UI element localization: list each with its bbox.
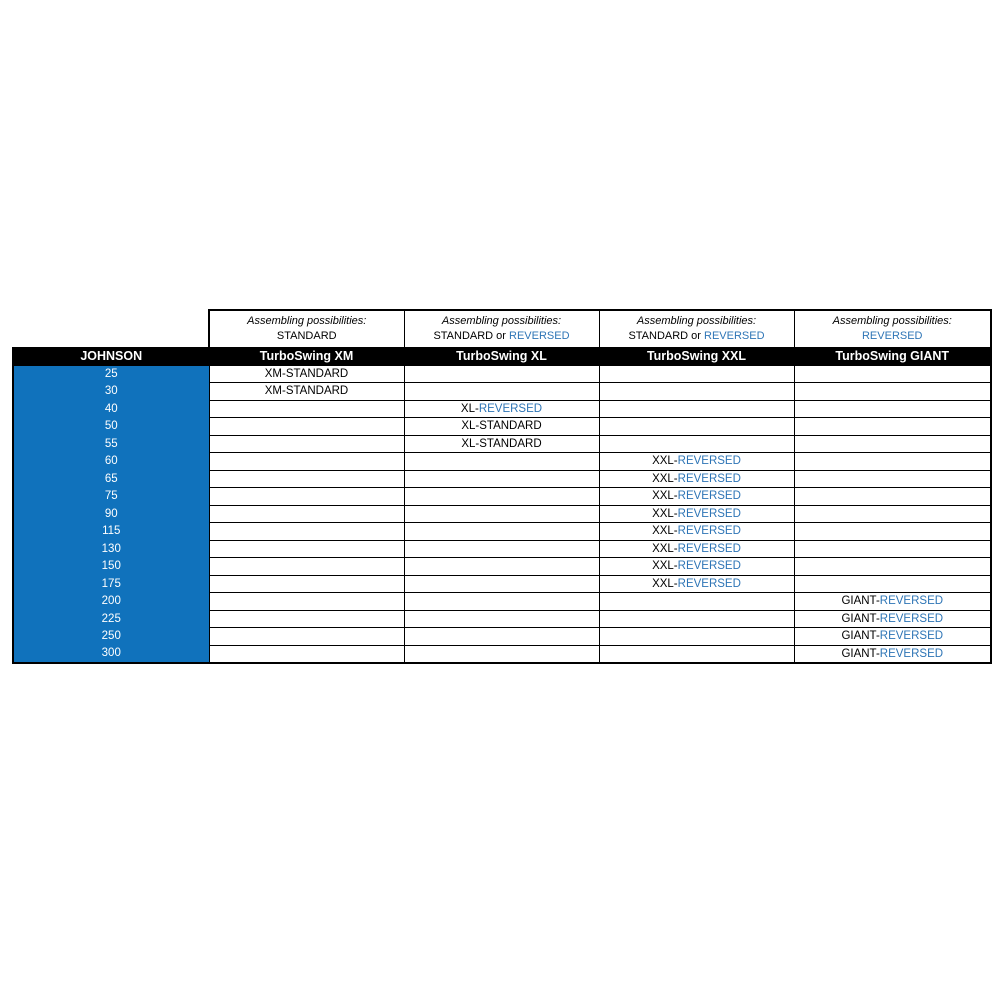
standard-text: GIANT- bbox=[841, 630, 880, 643]
table-row bbox=[13, 628, 991, 646]
value-cell bbox=[794, 365, 991, 383]
hp-cell: 150 bbox=[13, 558, 209, 576]
value-cell bbox=[599, 540, 794, 558]
value-cell bbox=[209, 593, 404, 611]
standard-text: XL- bbox=[460, 402, 479, 415]
value-cell bbox=[794, 470, 991, 488]
compatibility-table bbox=[12, 309, 992, 664]
column-header: TurboSwing GIANT bbox=[794, 347, 991, 365]
possibilities-label: Assembling possibilities: bbox=[832, 315, 952, 328]
column-header-row bbox=[13, 347, 991, 365]
value-cell bbox=[794, 523, 991, 541]
reversed-text: REVERSED bbox=[677, 577, 741, 590]
reversed-text: REVERSED bbox=[879, 630, 944, 643]
hp-cell: 60 bbox=[13, 453, 209, 471]
value-cell bbox=[209, 523, 404, 541]
possibilities-label: Assembling possibilities: bbox=[636, 315, 757, 328]
standard-text: XXL- bbox=[652, 490, 678, 503]
value-cell bbox=[599, 523, 794, 541]
value-cell bbox=[794, 400, 991, 418]
value-cell bbox=[209, 470, 404, 488]
hp-cell: 40 bbox=[13, 400, 209, 418]
standard-text: XL-STANDARD bbox=[461, 420, 542, 433]
table-body bbox=[13, 365, 991, 663]
reversed-text: REVERSED bbox=[879, 595, 944, 608]
hp-cell: 250 bbox=[13, 628, 209, 646]
value-cell bbox=[404, 453, 599, 471]
standard-text: GIANT- bbox=[841, 612, 880, 625]
value-cell bbox=[209, 575, 404, 593]
value-cell bbox=[794, 383, 991, 401]
value-cell bbox=[794, 453, 991, 471]
value-cell bbox=[404, 383, 599, 401]
value-cell bbox=[794, 435, 991, 453]
standard-text: XXL- bbox=[652, 525, 678, 538]
reversed-text: REVERSED bbox=[677, 542, 741, 555]
reversed-text: REVERSED bbox=[861, 330, 923, 343]
reversed-text: REVERSED bbox=[478, 402, 543, 415]
reversed-text: REVERSED bbox=[677, 560, 741, 573]
reversed-text: REVERSED bbox=[677, 472, 741, 485]
value-cell bbox=[404, 645, 599, 663]
value-cell bbox=[794, 610, 991, 628]
value-cell bbox=[209, 488, 404, 506]
hp-cell: 130 bbox=[13, 540, 209, 558]
value-cell bbox=[794, 558, 991, 576]
hp-cell: 175 bbox=[13, 575, 209, 593]
hp-cell: 25 bbox=[13, 365, 209, 383]
reversed-text: REVERSED bbox=[509, 330, 570, 343]
table-row bbox=[13, 540, 991, 558]
possibilities-options bbox=[600, 329, 794, 344]
standard-text: STANDARD bbox=[276, 330, 337, 343]
standard-text: XXL- bbox=[652, 560, 678, 573]
corner-header: JOHNSON bbox=[13, 347, 209, 365]
value-cell bbox=[209, 628, 404, 646]
value-cell bbox=[209, 400, 404, 418]
hp-cell: 65 bbox=[13, 470, 209, 488]
hp-cell: 55 bbox=[13, 435, 209, 453]
standard-text: XXL- bbox=[652, 577, 678, 590]
value-cell bbox=[404, 575, 599, 593]
column-header: TurboSwing XM bbox=[209, 347, 404, 365]
value-cell bbox=[209, 610, 404, 628]
possibilities-cell bbox=[404, 310, 599, 347]
table-row bbox=[13, 488, 991, 506]
value-cell bbox=[599, 418, 794, 436]
value-cell bbox=[209, 505, 404, 523]
hp-cell: 30 bbox=[13, 383, 209, 401]
standard-text: GIANT- bbox=[841, 647, 880, 660]
hp-cell: 75 bbox=[13, 488, 209, 506]
table-row bbox=[13, 558, 991, 576]
table-row bbox=[13, 383, 991, 401]
value-cell bbox=[794, 628, 991, 646]
value-cell bbox=[794, 645, 991, 663]
value-cell bbox=[794, 593, 991, 611]
standard-text: XM-STANDARD bbox=[264, 367, 349, 380]
value-cell bbox=[599, 575, 794, 593]
reversed-text: REVERSED bbox=[879, 647, 944, 660]
standard-text: XXL- bbox=[652, 542, 678, 555]
value-cell bbox=[209, 540, 404, 558]
value-cell bbox=[404, 400, 599, 418]
possibilities-label: Assembling possibilities: bbox=[247, 315, 367, 328]
value-cell bbox=[599, 488, 794, 506]
value-cell bbox=[794, 488, 991, 506]
table-row bbox=[13, 453, 991, 471]
value-cell bbox=[404, 540, 599, 558]
possibilities-options bbox=[405, 329, 599, 344]
value-cell bbox=[794, 418, 991, 436]
reversed-text: REVERSED bbox=[677, 490, 741, 503]
value-cell bbox=[404, 593, 599, 611]
value-cell bbox=[404, 558, 599, 576]
hp-cell: 90 bbox=[13, 505, 209, 523]
column-header: TurboSwing XXL bbox=[599, 347, 794, 365]
value-cell bbox=[404, 505, 599, 523]
value-cell bbox=[404, 610, 599, 628]
table-row bbox=[13, 523, 991, 541]
corner-spacer bbox=[13, 310, 209, 347]
table-row bbox=[13, 400, 991, 418]
standard-text: XXL- bbox=[652, 472, 678, 485]
column-header: TurboSwing XL bbox=[404, 347, 599, 365]
value-cell bbox=[404, 628, 599, 646]
reversed-text: REVERSED bbox=[677, 525, 741, 538]
standard-text: XL-STANDARD bbox=[461, 437, 542, 450]
standard-text: XM-STANDARD bbox=[264, 385, 349, 398]
value-cell bbox=[209, 453, 404, 471]
value-cell bbox=[599, 365, 794, 383]
possibilities-options bbox=[210, 329, 404, 344]
value-cell bbox=[794, 540, 991, 558]
value-cell bbox=[599, 645, 794, 663]
table-row bbox=[13, 645, 991, 663]
value-cell bbox=[599, 505, 794, 523]
value-cell bbox=[599, 453, 794, 471]
value-cell bbox=[209, 383, 404, 401]
possibilities-row bbox=[13, 310, 991, 347]
value-cell bbox=[404, 470, 599, 488]
table-row bbox=[13, 418, 991, 436]
table-row bbox=[13, 575, 991, 593]
value-cell bbox=[209, 418, 404, 436]
value-cell bbox=[404, 488, 599, 506]
value-cell bbox=[209, 558, 404, 576]
table-row bbox=[13, 435, 991, 453]
value-cell bbox=[404, 418, 599, 436]
reversed-text: REVERSED bbox=[677, 455, 741, 468]
reversed-text: REVERSED bbox=[677, 507, 741, 520]
value-cell bbox=[599, 400, 794, 418]
value-cell bbox=[209, 435, 404, 453]
standard-text: GIANT- bbox=[841, 595, 880, 608]
value-cell bbox=[599, 610, 794, 628]
value-cell bbox=[794, 575, 991, 593]
table-row bbox=[13, 593, 991, 611]
standard-text: STANDARD or bbox=[628, 330, 705, 343]
table-row bbox=[13, 365, 991, 383]
hp-cell: 115 bbox=[13, 523, 209, 541]
value-cell bbox=[794, 505, 991, 523]
possibilities-options bbox=[795, 329, 991, 344]
value-cell bbox=[404, 435, 599, 453]
standard-text: STANDARD or bbox=[433, 330, 510, 343]
table-row bbox=[13, 610, 991, 628]
possibilities-cell bbox=[209, 310, 404, 347]
hp-cell: 300 bbox=[13, 645, 209, 663]
value-cell bbox=[209, 365, 404, 383]
value-cell bbox=[599, 435, 794, 453]
possibilities-cell bbox=[794, 310, 991, 347]
value-cell bbox=[209, 645, 404, 663]
reversed-text: REVERSED bbox=[704, 330, 765, 343]
compatibility-table-wrapper bbox=[12, 309, 992, 664]
hp-cell: 50 bbox=[13, 418, 209, 436]
table-row bbox=[13, 505, 991, 523]
value-cell bbox=[404, 523, 599, 541]
value-cell bbox=[599, 558, 794, 576]
value-cell bbox=[599, 383, 794, 401]
possibilities-label: Assembling possibilities: bbox=[441, 315, 562, 328]
reversed-text: REVERSED bbox=[879, 612, 944, 625]
standard-text: XXL- bbox=[652, 455, 678, 468]
hp-cell: 225 bbox=[13, 610, 209, 628]
possibilities-cell bbox=[599, 310, 794, 347]
table-row bbox=[13, 470, 991, 488]
value-cell bbox=[599, 593, 794, 611]
standard-text: XXL- bbox=[652, 507, 678, 520]
value-cell bbox=[599, 628, 794, 646]
value-cell bbox=[404, 365, 599, 383]
value-cell bbox=[599, 470, 794, 488]
hp-cell: 200 bbox=[13, 593, 209, 611]
